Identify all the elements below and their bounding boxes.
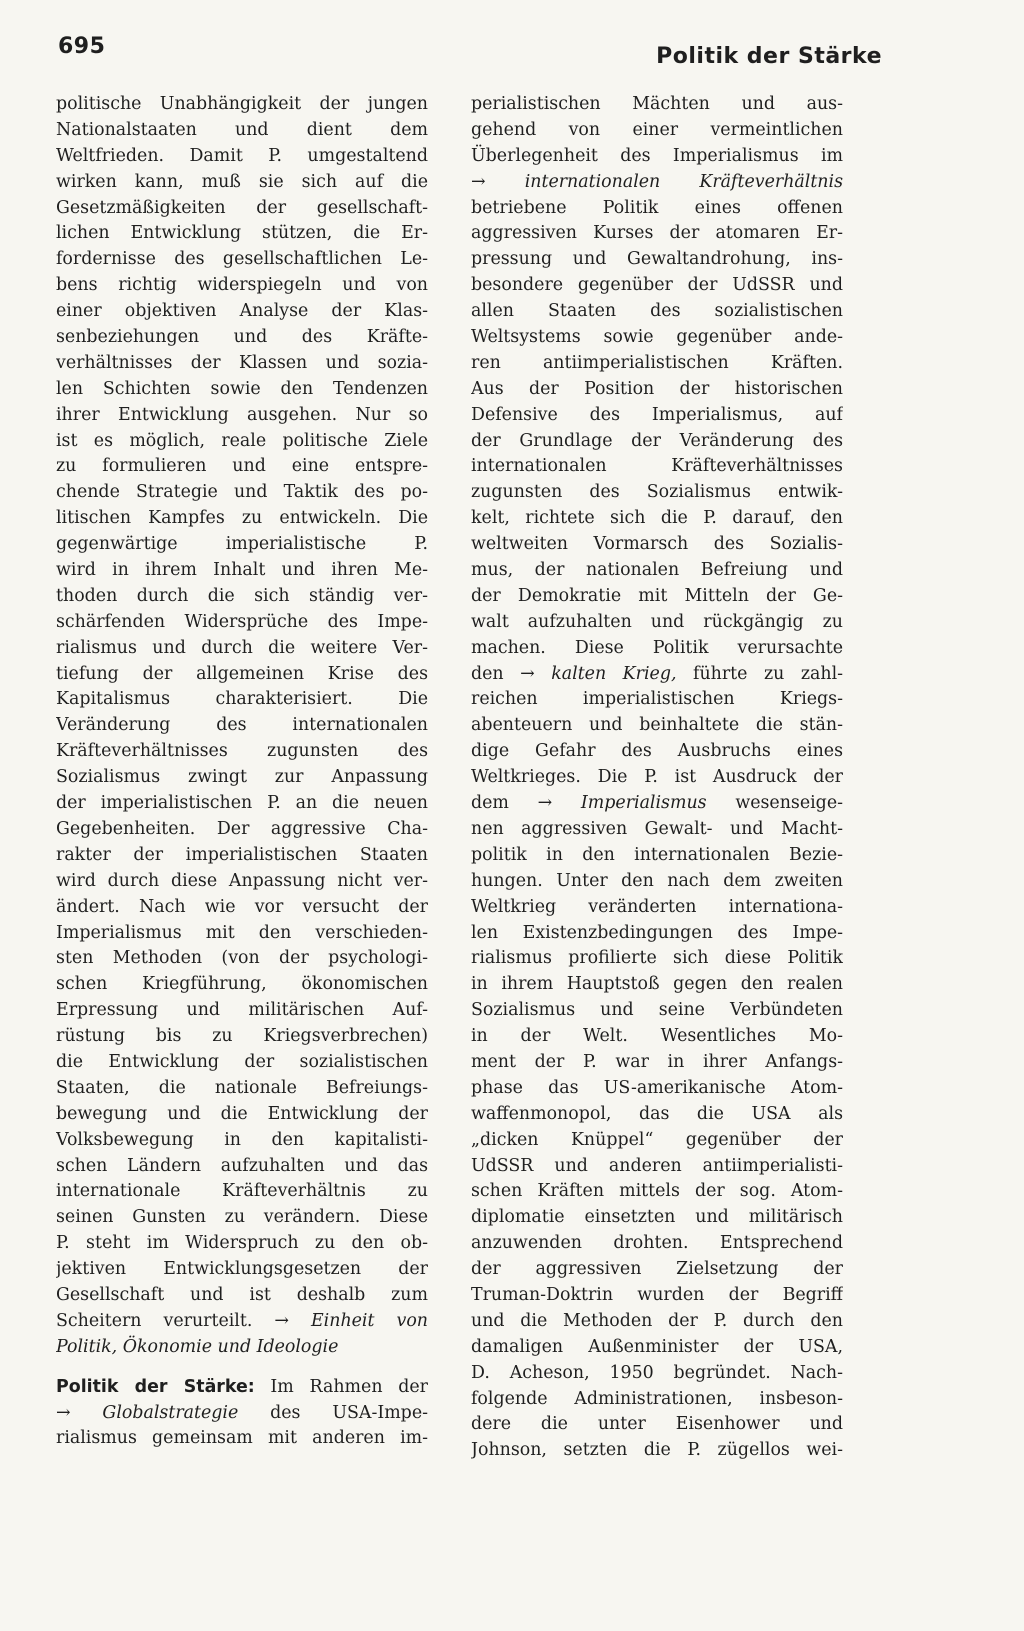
text-span: Imperialismus mit den verschieden-	[56, 922, 428, 943]
text-span: perialistischen Mächten und aus-	[471, 94, 843, 114]
text-line	[56, 1179, 428, 1205]
text-line	[56, 454, 428, 480]
text-span: jektiven Entwicklungsgesetzen der	[56, 1259, 428, 1280]
text-span: rüstung bis zu Kriegsverbrechen)	[56, 1026, 428, 1047]
text-line	[56, 92, 428, 118]
text-span: der Grundlage der Veränderung des	[471, 430, 843, 451]
text-line	[56, 662, 428, 688]
text-line	[56, 1050, 428, 1076]
text-line	[56, 1102, 428, 1128]
cross-reference-arrow-icon: →	[520, 663, 535, 684]
page-number: 695	[58, 34, 106, 59]
text-line	[56, 118, 428, 144]
text-span: weltweiten Vormarsch des Sozialis-	[471, 534, 843, 555]
text-line	[56, 170, 428, 196]
text-line	[56, 1309, 428, 1335]
text-span: ihrer Entwicklung ausgehen. Nur so	[56, 404, 428, 425]
text-span: ment der P. war in ihrer Anfangs-	[471, 1051, 843, 1072]
text-line	[471, 610, 843, 636]
text-line	[56, 765, 428, 791]
text-span: den	[471, 663, 521, 684]
text-line	[56, 713, 428, 739]
text-line	[471, 998, 843, 1024]
text-line	[56, 972, 428, 998]
text-span: waffenmonopol, das die USA als	[471, 1103, 843, 1124]
text-span: die Entwicklung der sozialistischen	[56, 1051, 428, 1072]
text-line	[471, 351, 843, 377]
text-line	[56, 610, 428, 636]
text-line	[56, 325, 428, 351]
text-line	[471, 170, 843, 196]
text-span: hungen. Unter den nach dem zweiten	[471, 870, 843, 891]
text-span: kelt, richtete sich die P. darauf, den	[471, 508, 843, 529]
text-span: Volksbewegung in den kapitalisti-	[56, 1129, 428, 1150]
text-line	[56, 869, 428, 895]
text-line	[56, 998, 428, 1024]
cross-reference-term: Einheit von	[288, 1310, 428, 1331]
text-span: bewegung und die Entwicklung der	[56, 1103, 428, 1124]
text-span: des USA-Impe-	[238, 1402, 428, 1423]
text-line	[471, 1102, 843, 1128]
text-span: verhältnisses der Klassen und sozia-	[56, 352, 428, 373]
text-line	[471, 325, 843, 351]
text-span: aggressiven Kurses der atomaren Er-	[471, 223, 843, 244]
text-span: Defensive des Imperialismus, auf	[471, 404, 843, 425]
text-span: Sozialismus zwingt zur Anpassung	[56, 767, 428, 788]
text-span: Im Rahmen der	[254, 1376, 428, 1397]
text-line	[471, 558, 843, 584]
text-line	[471, 1024, 843, 1050]
text-line	[471, 1438, 843, 1464]
text-span: internationale Kräfteverhältnis zu	[56, 1181, 428, 1202]
text-span: schen Ländern aufzuhalten und das	[56, 1155, 428, 1176]
text-span: rakter der imperialistischen Staaten	[56, 844, 428, 865]
text-span: schärfenden Widersprüche des Impe-	[56, 611, 428, 632]
text-line	[471, 972, 843, 998]
text-line	[56, 584, 428, 610]
text-span: rialismus gemeinsam mit anderen im-	[56, 1428, 428, 1449]
text-line	[56, 817, 428, 843]
text-line	[471, 1205, 843, 1231]
right-text-column	[471, 92, 843, 1464]
text-span: Kapitalismus charakterisiert. Die	[56, 689, 428, 710]
text-line	[471, 662, 843, 688]
text-line	[471, 817, 843, 843]
text-line	[56, 636, 428, 662]
cross-reference-arrow-icon: →	[274, 1310, 289, 1331]
text-line	[471, 1412, 843, 1438]
text-line	[471, 921, 843, 947]
text-line	[471, 895, 843, 921]
text-line	[56, 1231, 428, 1257]
text-span: D. Acheson, 1950 begründet. Nach-	[471, 1362, 843, 1383]
text-line	[56, 558, 428, 584]
text-span: in der Welt. Wesentliches Mo-	[471, 1026, 843, 1047]
text-line	[471, 1050, 843, 1076]
text-line	[471, 636, 843, 662]
text-line	[471, 1309, 843, 1335]
text-line	[56, 247, 428, 273]
text-span: politik in den internationalen Bezie-	[471, 844, 843, 865]
text-line	[471, 377, 843, 403]
text-line	[471, 299, 843, 325]
text-line	[56, 299, 428, 325]
text-span: Aus der Position der historischen	[471, 378, 843, 399]
left-text-column	[56, 92, 428, 1452]
text-span: Weltkrieges. Die P. ist Ausdruck der	[471, 767, 843, 788]
text-line	[471, 765, 843, 791]
text-span: einer objektiven Analyse der Klas-	[56, 301, 428, 322]
text-span: Überlegenheit des Imperialismus im	[471, 145, 843, 166]
text-line	[56, 480, 428, 506]
text-span: diplomatie einsetzten und militärisch	[471, 1207, 843, 1228]
cross-reference-term: Globalstrategie	[70, 1402, 239, 1423]
text-line	[471, 687, 843, 713]
text-span: dige Gefahr des Ausbruchs eines	[471, 741, 843, 762]
text-span: UdSSR und anderen antiimperialisti-	[471, 1155, 843, 1176]
text-line	[471, 480, 843, 506]
text-line	[471, 1128, 843, 1154]
text-line	[471, 1257, 843, 1283]
cross-reference-arrow-icon: →	[471, 171, 486, 192]
text-span: chende Strategie und Taktik des po-	[56, 482, 428, 503]
text-line	[471, 843, 843, 869]
text-span: bens richtig widerspiegeln und von	[56, 275, 428, 296]
text-span: internationalen Kräfteverhältnisses	[471, 456, 843, 477]
text-span: anzuwenden drohten. Entsprechend	[471, 1233, 843, 1254]
text-span: pressung und Gewaltandrohung, ins-	[471, 249, 843, 270]
text-span: der imperialistischen P. an die neuen	[56, 793, 428, 814]
text-span: und die Methoden der P. durch den	[471, 1310, 843, 1331]
text-line	[471, 403, 843, 429]
text-span: betriebene Politik eines offenen	[471, 197, 843, 218]
text-line	[471, 454, 843, 480]
text-line	[56, 1128, 428, 1154]
text-span: tiefung der allgemeinen Krise des	[56, 663, 428, 684]
text-span: Gesellschaft und ist deshalb zum	[56, 1284, 428, 1305]
cross-reference-term: Politik, Ökonomie und Ideologie	[56, 1336, 339, 1357]
text-line	[471, 196, 843, 222]
text-line	[471, 92, 843, 118]
text-span: folgende Administrationen, insbeson-	[471, 1388, 843, 1409]
text-line	[471, 1179, 843, 1205]
cross-reference-arrow-icon: →	[56, 1402, 71, 1423]
text-span: seinen Gunsten zu verändern. Diese	[56, 1207, 428, 1228]
text-line	[471, 144, 843, 170]
text-line	[56, 221, 428, 247]
text-span: Scheitern verurteilt.	[56, 1310, 275, 1331]
text-line	[56, 506, 428, 532]
text-line	[56, 1335, 428, 1361]
text-line	[471, 1335, 843, 1361]
text-span: besondere gegenüber der UdSSR und	[471, 275, 843, 296]
text-line	[56, 429, 428, 455]
text-line	[471, 584, 843, 610]
text-line	[471, 1076, 843, 1102]
text-line	[56, 144, 428, 170]
text-span: Gesetzmäßigkeiten der gesellschaft-	[56, 197, 428, 218]
text-line	[471, 118, 843, 144]
text-span: sten Methoden (von der psychologi-	[56, 948, 428, 969]
text-span: gegenwärtige imperialistische P.	[56, 534, 428, 555]
text-line	[56, 1076, 428, 1102]
text-span: Weltfrieden. Damit P. umgestaltend	[56, 145, 428, 166]
text-line	[471, 791, 843, 817]
text-span: Weltkrieg veränderten internationa-	[471, 896, 843, 917]
text-line	[471, 1361, 843, 1387]
text-line	[56, 1024, 428, 1050]
text-line	[56, 1426, 428, 1452]
text-line	[471, 739, 843, 765]
text-span: der Demokratie mit Mitteln der Ge-	[471, 585, 843, 606]
text-span: Kräfteverhältnisses zugunsten des	[56, 741, 428, 762]
text-span: machen. Diese Politik verursachte	[471, 637, 843, 658]
text-span: Truman-Doktrin wurden der Begriff	[471, 1284, 843, 1305]
text-line	[471, 532, 843, 558]
text-span: Sozialismus und seine Verbündeten	[471, 1000, 843, 1021]
text-line	[56, 377, 428, 403]
text-span: dere die unter Eisenhower und	[471, 1414, 843, 1435]
text-line	[56, 532, 428, 558]
text-span: walt aufzuhalten und rückgängig zu	[471, 611, 843, 632]
cross-reference-term: kalten Krieg,	[534, 663, 677, 684]
text-span: wird durch diese Anpassung nicht ver-	[56, 870, 428, 891]
text-line	[56, 946, 428, 972]
text-span: Erpressung und militärischen Auf-	[56, 1000, 428, 1021]
cross-reference-term: internationalen Kräfteverhältnis	[485, 171, 843, 192]
text-span: phase das US-amerikanische Atom-	[471, 1077, 843, 1098]
text-line	[471, 713, 843, 739]
text-line	[56, 1154, 428, 1180]
text-line	[471, 429, 843, 455]
text-line	[56, 1205, 428, 1231]
cross-reference-arrow-icon: →	[537, 793, 553, 814]
text-span: P. steht im Widerspruch zu den ob-	[56, 1233, 428, 1254]
text-span: Nationalstaaten und dient dem	[56, 119, 428, 140]
text-span: ändert. Nach wie vor versucht der	[56, 896, 428, 917]
text-line	[471, 1154, 843, 1180]
text-span: Johnson, setzten die P. zügellos wei-	[471, 1440, 843, 1461]
text-span: lichen Entwicklung stützen, die Er-	[56, 223, 428, 244]
text-span: Veränderung des internationalen	[56, 715, 428, 736]
text-line	[471, 247, 843, 273]
cross-reference-term: Imperialismus	[552, 793, 707, 814]
entry-headword: Politik der Stärke:	[56, 1376, 255, 1397]
running-head: Politik der Stärke	[656, 44, 882, 69]
text-span: damaligen Außenminister der USA,	[471, 1336, 843, 1357]
text-span: zugunsten des Sozialismus entwik-	[471, 482, 843, 503]
text-line	[56, 273, 428, 299]
text-line	[56, 196, 428, 222]
text-line	[56, 403, 428, 429]
text-line	[56, 1283, 428, 1309]
text-span: len Existenzbedingungen des Impe-	[471, 922, 843, 943]
text-span: rialismus profilierte sich diese Politik	[471, 948, 843, 969]
text-line	[56, 921, 428, 947]
text-span: in ihrem Hauptstoß gegen den realen	[471, 974, 843, 995]
text-line	[471, 1387, 843, 1413]
text-line	[471, 506, 843, 532]
text-line	[471, 869, 843, 895]
text-span: nen aggressiven Gewalt- und Macht-	[471, 818, 843, 839]
text-span: allen Staaten des sozialistischen	[471, 301, 843, 322]
text-span: len Schichten sowie den Tendenzen	[56, 378, 428, 399]
text-span: abenteuern und beinhaltete die stän-	[471, 715, 843, 736]
text-line	[56, 843, 428, 869]
text-span: zu formulieren und eine entspre-	[56, 456, 428, 477]
text-line	[56, 739, 428, 765]
text-line	[471, 946, 843, 972]
text-span: litischen Kampfes zu entwickeln. Die	[56, 508, 428, 529]
text-span: führte zu zahl-	[676, 663, 843, 684]
text-span: politische Unabhängigkeit der jungen	[56, 94, 428, 114]
text-span: wird in ihrem Inhalt und ihren Me-	[56, 560, 428, 581]
text-span: der aggressiven Zielsetzung der	[471, 1259, 843, 1280]
text-span: senbeziehungen und des Kräfte-	[56, 327, 428, 348]
text-line	[56, 791, 428, 817]
text-span: fordernisse des gesellschaftlichen Le-	[56, 249, 428, 270]
text-span: schen Kriegführung, ökonomischen	[56, 974, 428, 995]
text-line	[471, 273, 843, 299]
text-line	[471, 1231, 843, 1257]
text-line	[56, 1257, 428, 1283]
text-line	[56, 687, 428, 713]
text-span: gehend von einer vermeintlichen	[471, 119, 843, 140]
text-span: schen Kräften mittels der sog. Atom-	[471, 1181, 843, 1202]
text-line	[56, 351, 428, 377]
text-span: ist es möglich, reale politische Ziele	[56, 430, 428, 451]
text-span: Weltsystems sowie gegenüber ande-	[471, 327, 843, 348]
text-span: thoden durch die sich ständig ver-	[56, 585, 428, 606]
text-span: Gegebenheiten. Der aggressive Cha-	[56, 818, 428, 839]
text-span: „dicken Knüppel“ gegenüber der	[471, 1129, 843, 1150]
text-line	[56, 895, 428, 921]
text-line	[56, 1375, 428, 1401]
entry-separator	[56, 1361, 428, 1375]
text-span: Staaten, die nationale Befreiungs-	[56, 1077, 428, 1098]
text-span: wesenseige-	[706, 793, 843, 814]
text-span: mus, der nationalen Befreiung und	[471, 560, 843, 581]
text-span: wirken kann, muß sie sich auf die	[56, 171, 428, 192]
text-span: reichen imperialistischen Kriegs-	[471, 689, 843, 710]
text-span: dem	[471, 793, 538, 814]
text-line	[471, 221, 843, 247]
text-line	[56, 1401, 428, 1427]
text-span: ren antiimperialistischen Kräften.	[471, 352, 843, 373]
text-span: rialismus und durch die weitere Ver-	[56, 637, 428, 658]
text-line	[471, 1283, 843, 1309]
